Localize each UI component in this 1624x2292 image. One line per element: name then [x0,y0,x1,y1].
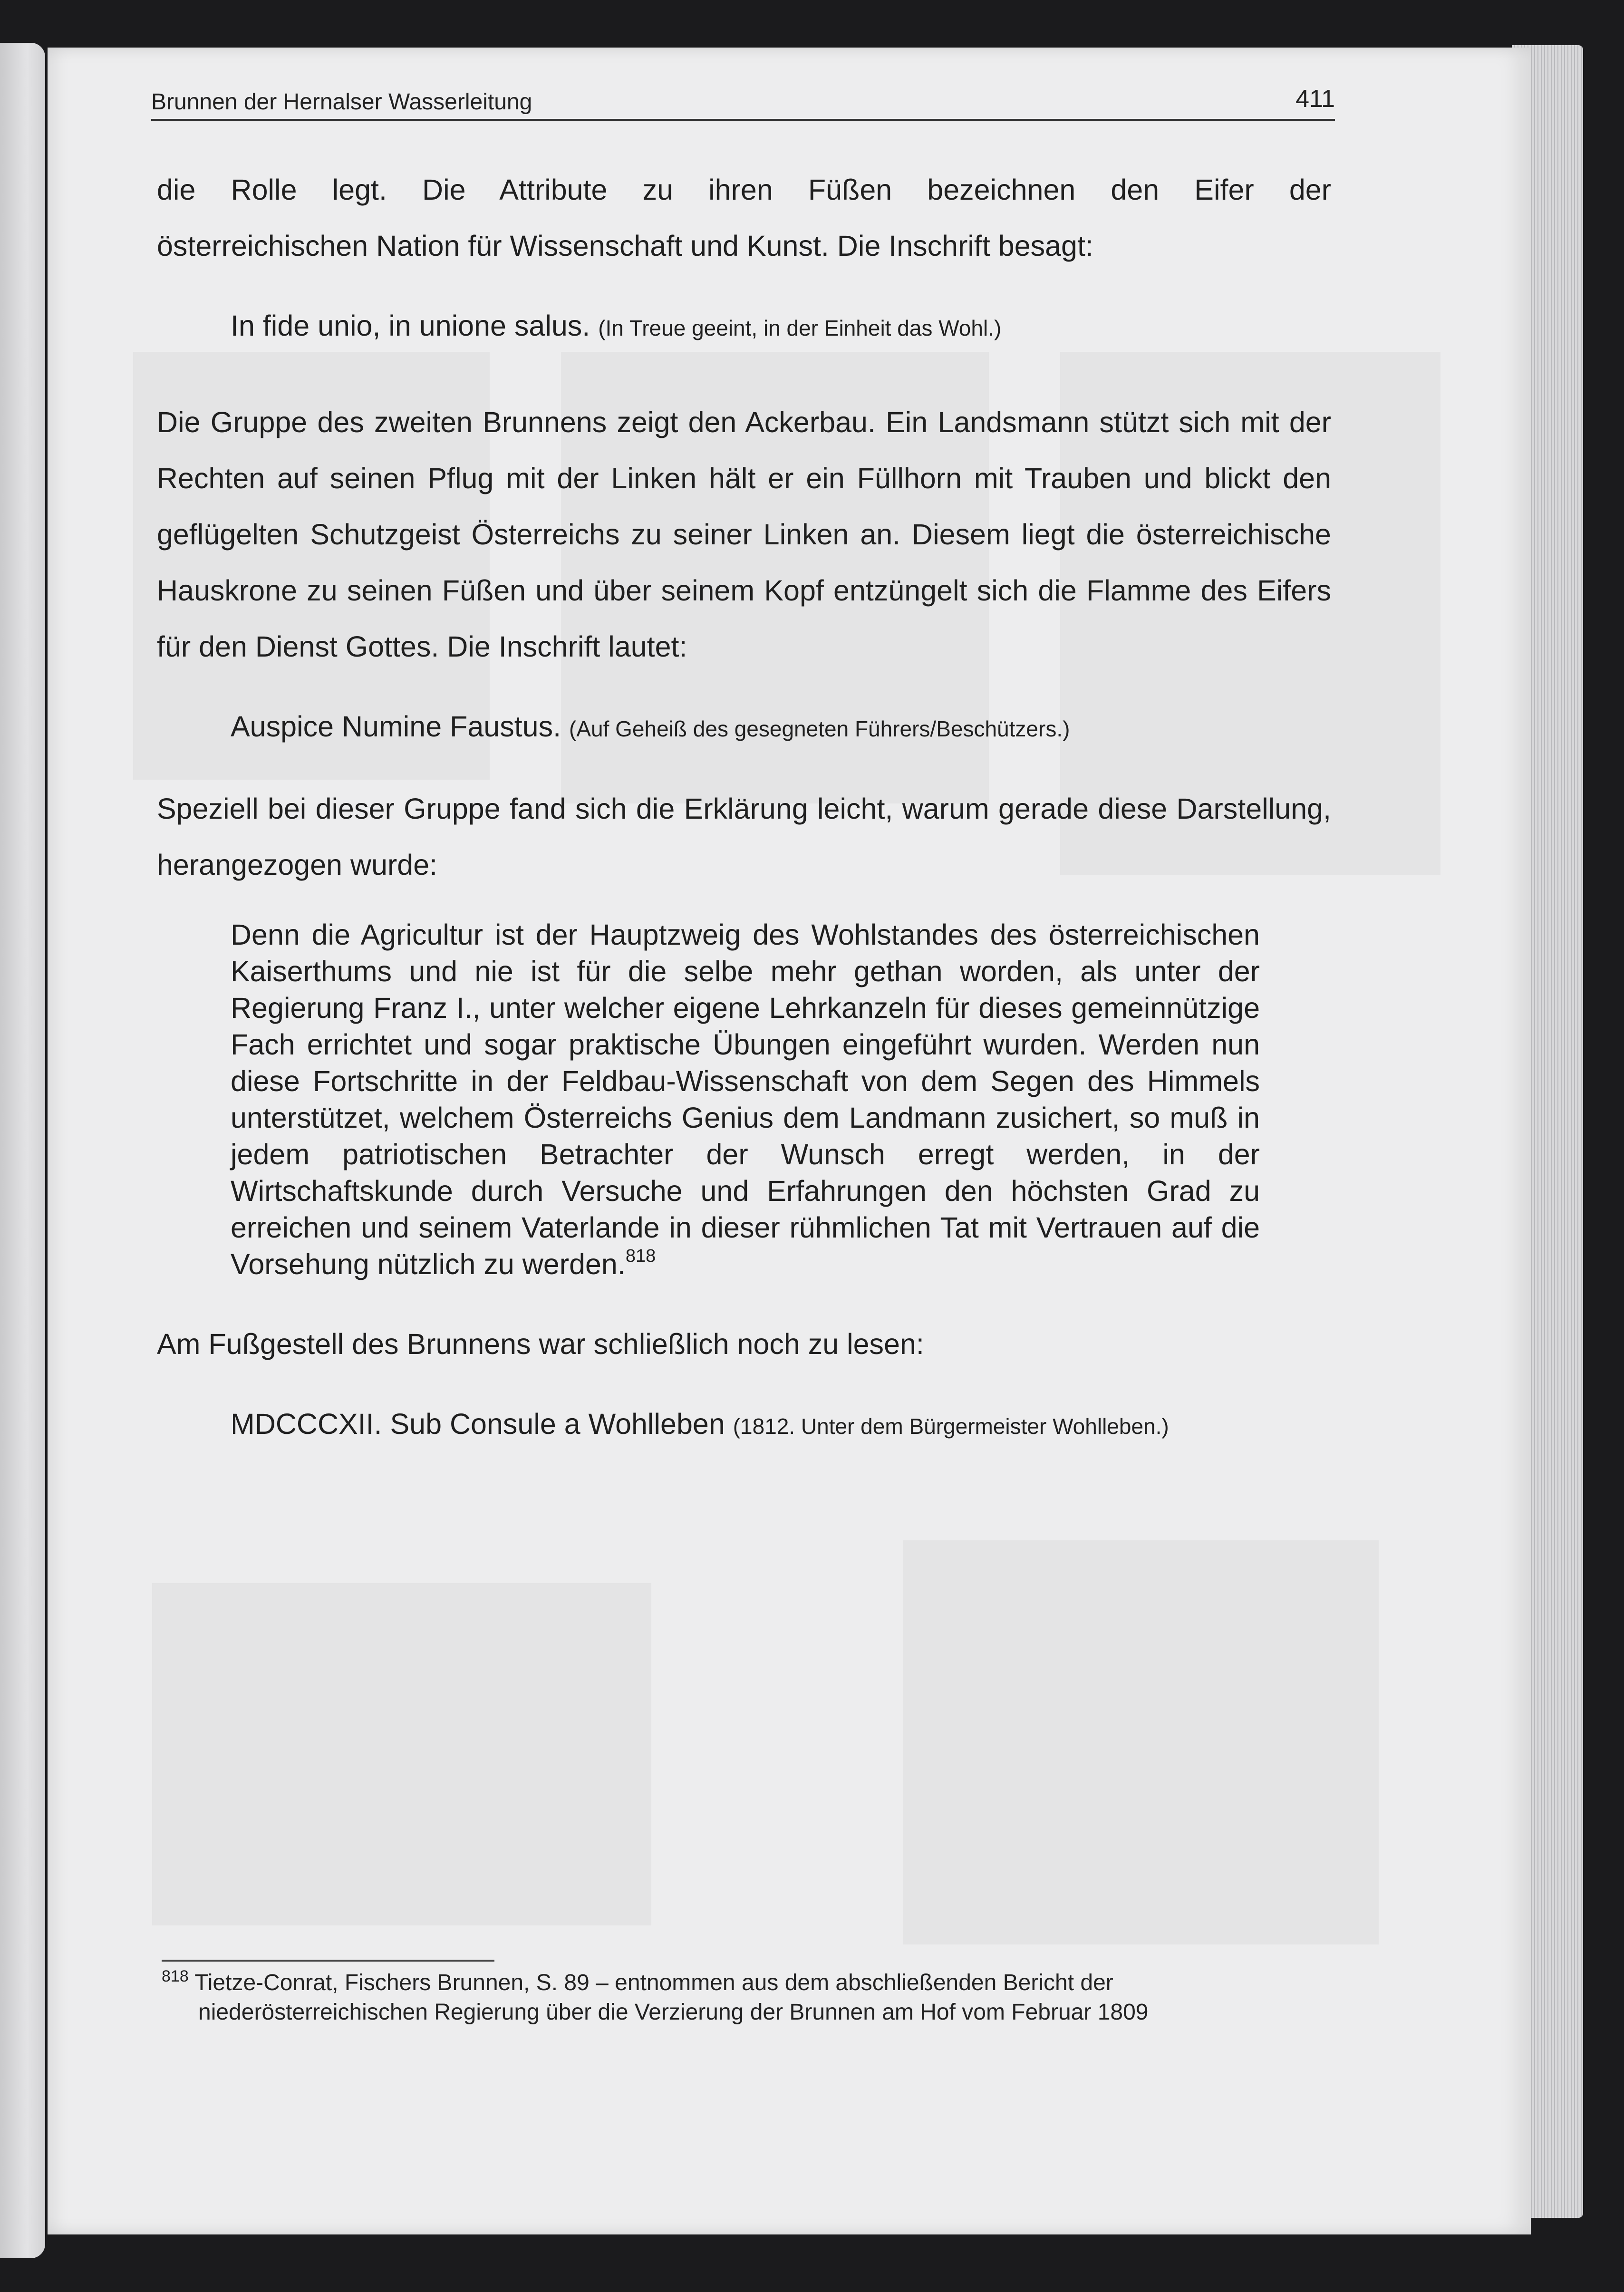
inscription-1 [157,298,1331,356]
page-number: 411 [1295,85,1335,113]
footnote-818 [162,1968,1350,2027]
paragraph-1-line-2: österreichischen Nation für Wissenschaft und Kunst. Die Inschrift besagt: [157,230,1093,262]
inscription-2-translation: (Auf Geheiß des gesegneten Führers/Beschützers.) [569,716,1070,741]
inscription-3 [157,1396,1331,1454]
main-text [157,162,1331,1454]
footnote-text-1: Tietze-Conrat, Fischers Brunnen, S. 89 – entnommen aus dem abschließenden Bericht der [194,1970,1113,1995]
block-quote-text: Denn die Agricultur ist der Hauptzweig des Wohlstandes des österreichischen Kaiserthums und nie ist für die selbe mehr gethan worden, als unter der Regierung Franz I., unter welcher eigene Lehrkanzeln für dieses gemeinnützige Fach errichtet und sogar praktische Übungen eingeführt wurden. Werden nun diese Fortschritte in der Feldbau-Wissenschaft von dem Segen des Himmels unterstützet, welchem Österreichs Genius dem Landmann zusichert, so muß in jedem patriotischen Betrachter der Wunsch erregt werden, in der Wirtschaftskunde durch Versuche und Erfahrungen den höchsten Grad zu erreichen und seinem Vaterlande in dieser rühmlichen Tat mit Vertrauen auf die Vorsehung nützlich zu werden. [231,919,1260,1280]
footnote-number: 818 [162,1967,189,1985]
footnote-line-2: niederösterreichischen Regierung über die Verzierung der Brunnen am Hof vom Februar 1809 [198,2000,1149,2025]
inscription-2 [157,698,1331,757]
inscription-1-text: In fide unio, in unione salus. [231,309,590,342]
inscription-2-text: Auspice Numine Faustus. [231,710,561,743]
show-through-image [903,1540,1379,1944]
footnote-separator [162,1960,494,1962]
previous-page-edge [0,43,45,2258]
footnote-line-1 [162,1968,1350,1998]
show-through-image [152,1583,651,1925]
paragraph-1-line-1: die Rolle legt. Die Attribute zu ihren Füßen bezeichnen den Eifer der [157,174,1331,206]
inscription-3-text: MDCCCXII. Sub Consule a Wohlleben [231,1408,725,1440]
running-header [151,81,1335,121]
paragraph-4: Am Fußgestell des Brunnens war schließlich noch zu lesen: [157,1328,924,1360]
block-quote [157,917,1331,1283]
footnote-ref-818: 818 [625,1246,656,1266]
inscription-1-translation: (In Treue geeint, in der Einheit das Wohl.) [598,316,1002,340]
paragraph-2: Die Gruppe des zweiten Brunnens zeigt den Ackerbau. Ein Landsmann stützt sich mit der Rechten auf seinen Pflug mit der Linken hält er ein Füllhorn mit Trauben und blickt den geflügelten Schutzgeist Österreichs zu seiner Linken an. Diesem liegt die österreichische Hauskrone zu seinen Füßen und über seinem Kopf entzüngelt sich die Flamme des Eifers für den Dienst Gottes. Die Inschrift lautet: [157,406,1331,663]
running-title: Brunnen der Hernalser Wasserleitung [151,89,532,115]
inscription-3-translation: (1812. Unter dem Bürgermeister Wohlleben.) [733,1414,1169,1439]
paragraph-3: Speziell bei dieser Gruppe fand sich die Erklärung leicht, warum gerade diese Darstellung, herangezogen wurde: [157,793,1331,881]
